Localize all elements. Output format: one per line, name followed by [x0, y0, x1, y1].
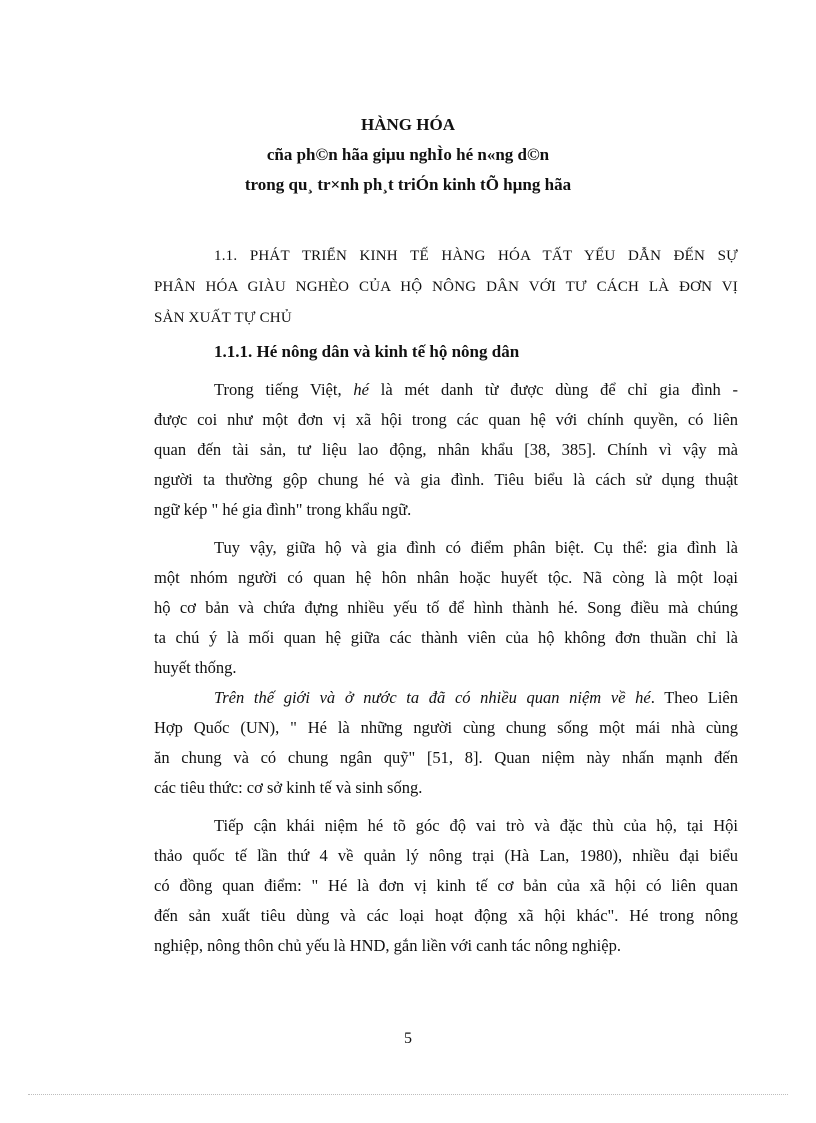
para1-line-1: Trong tiếng Việt, hé là mét danh từ được dùng để chỉ gia đình - [214, 380, 738, 399]
para3-line-1: Trên thế giới và ở nước ta đã có nhiều quan niệm về hé. Theo Liên [214, 688, 739, 707]
document-subtitle-line-1: cña ph©n hãa giµu nghÌo hé n«ng d©n [266, 145, 550, 164]
para2-line-5: huyết thống. [154, 658, 237, 677]
subsection-heading: 1.1.1. Hé nông dân và kinh tế hộ nông dân [214, 342, 520, 361]
document-title: HÀNG HÓA [361, 115, 455, 134]
para1-line-4: người ta thường gộp chung hé và gia đình. Tiêu biểu là cách sử dụng thuật [154, 470, 738, 489]
para1-line-5: ngữ kép " hé gia đình" trong khẩu ngữ. [154, 500, 412, 519]
para2-line-1: Tuy vậy, giữa hộ và gia đình có điểm phân biệt. Cụ thể: gia đình là [214, 538, 738, 557]
para1-line-2: được coi như một đơn vị xã hội trong các quan hệ với chính quyền, có liên [154, 410, 738, 429]
para3-line-2: Hợp Quốc (UN), " Hé là những người cùng chung sống một mái nhà cùng [154, 718, 738, 737]
para4-line-2: thảo quốc tế lần thứ 4 về quản lý nông trại (Hà Lan, 1980), nhiều đại biểu [154, 846, 738, 865]
para2-line-3: hộ cơ bản và chứa đựng nhiều yếu tố để hình thành hé. Song điều mà chúng [154, 598, 738, 617]
page-bottom-divider [28, 1094, 788, 1095]
document-subtitle-line-2: trong qu¸ tr×nh ph¸t triÓn kinh tÕ hµng hãa [244, 175, 572, 194]
italic-sentence: Trên thế giới và ở nước ta đã có nhiều quan niệm về hé [214, 688, 651, 707]
para1-line-3: quan đến tài sản, tư liệu lao động, nhân khẩu [38, 385]. Chính vì vậy mà [154, 440, 738, 459]
para4-line-3: có đồng quan điểm: " Hé là đơn vị kinh tế cơ bản của xã hội có liên quan [154, 876, 738, 895]
page-number: 5 [404, 1030, 412, 1047]
para2-line-4: ta chú ý là mối quan hệ giữa các thành viên của hộ không đơn thuần chỉ là [154, 628, 738, 647]
para2-line-2: một nhóm người có quan hệ hôn nhân hoặc huyết tộc. Nã còng là một loại [154, 568, 738, 587]
para4-line-1: Tiếp cận khái niệm hé tõ góc độ vai trò và đặc thù của hộ, tại Hội [214, 816, 738, 835]
section-heading-line-3: SẢN XUẤT TỰ CHỦ [154, 310, 292, 326]
para4-line-4: đến sản xuất tiêu dùng và các loại hoạt động xã hội khác". Hé trong nông [154, 906, 738, 925]
section-heading-line-2: PHÂN HÓA GIÀU NGHÈO CỦA HỘ NÔNG DÂN VỚI TƯ CÁCH LÀ ĐƠN VỊ [154, 279, 738, 295]
italic-term: hé [353, 380, 369, 399]
para4-line-5: nghiệp, nông thôn chủ yếu là HND, gắn liền với canh tác nông nghiệp. [154, 936, 621, 955]
para3-line-4: các tiêu thức: cơ sở kinh tế và sinh sống. [154, 778, 423, 797]
para3-line-3: ăn chung và có chung ngân quỹ" [51, 8]. Quan niệm này nhấn mạnh đến [154, 748, 738, 767]
section-heading-line-1: 1.1. PHÁT TRIỂN KINH TẾ HÀNG HÓA TẤT YẾU DẪN ĐẾN SỰ [214, 248, 738, 264]
